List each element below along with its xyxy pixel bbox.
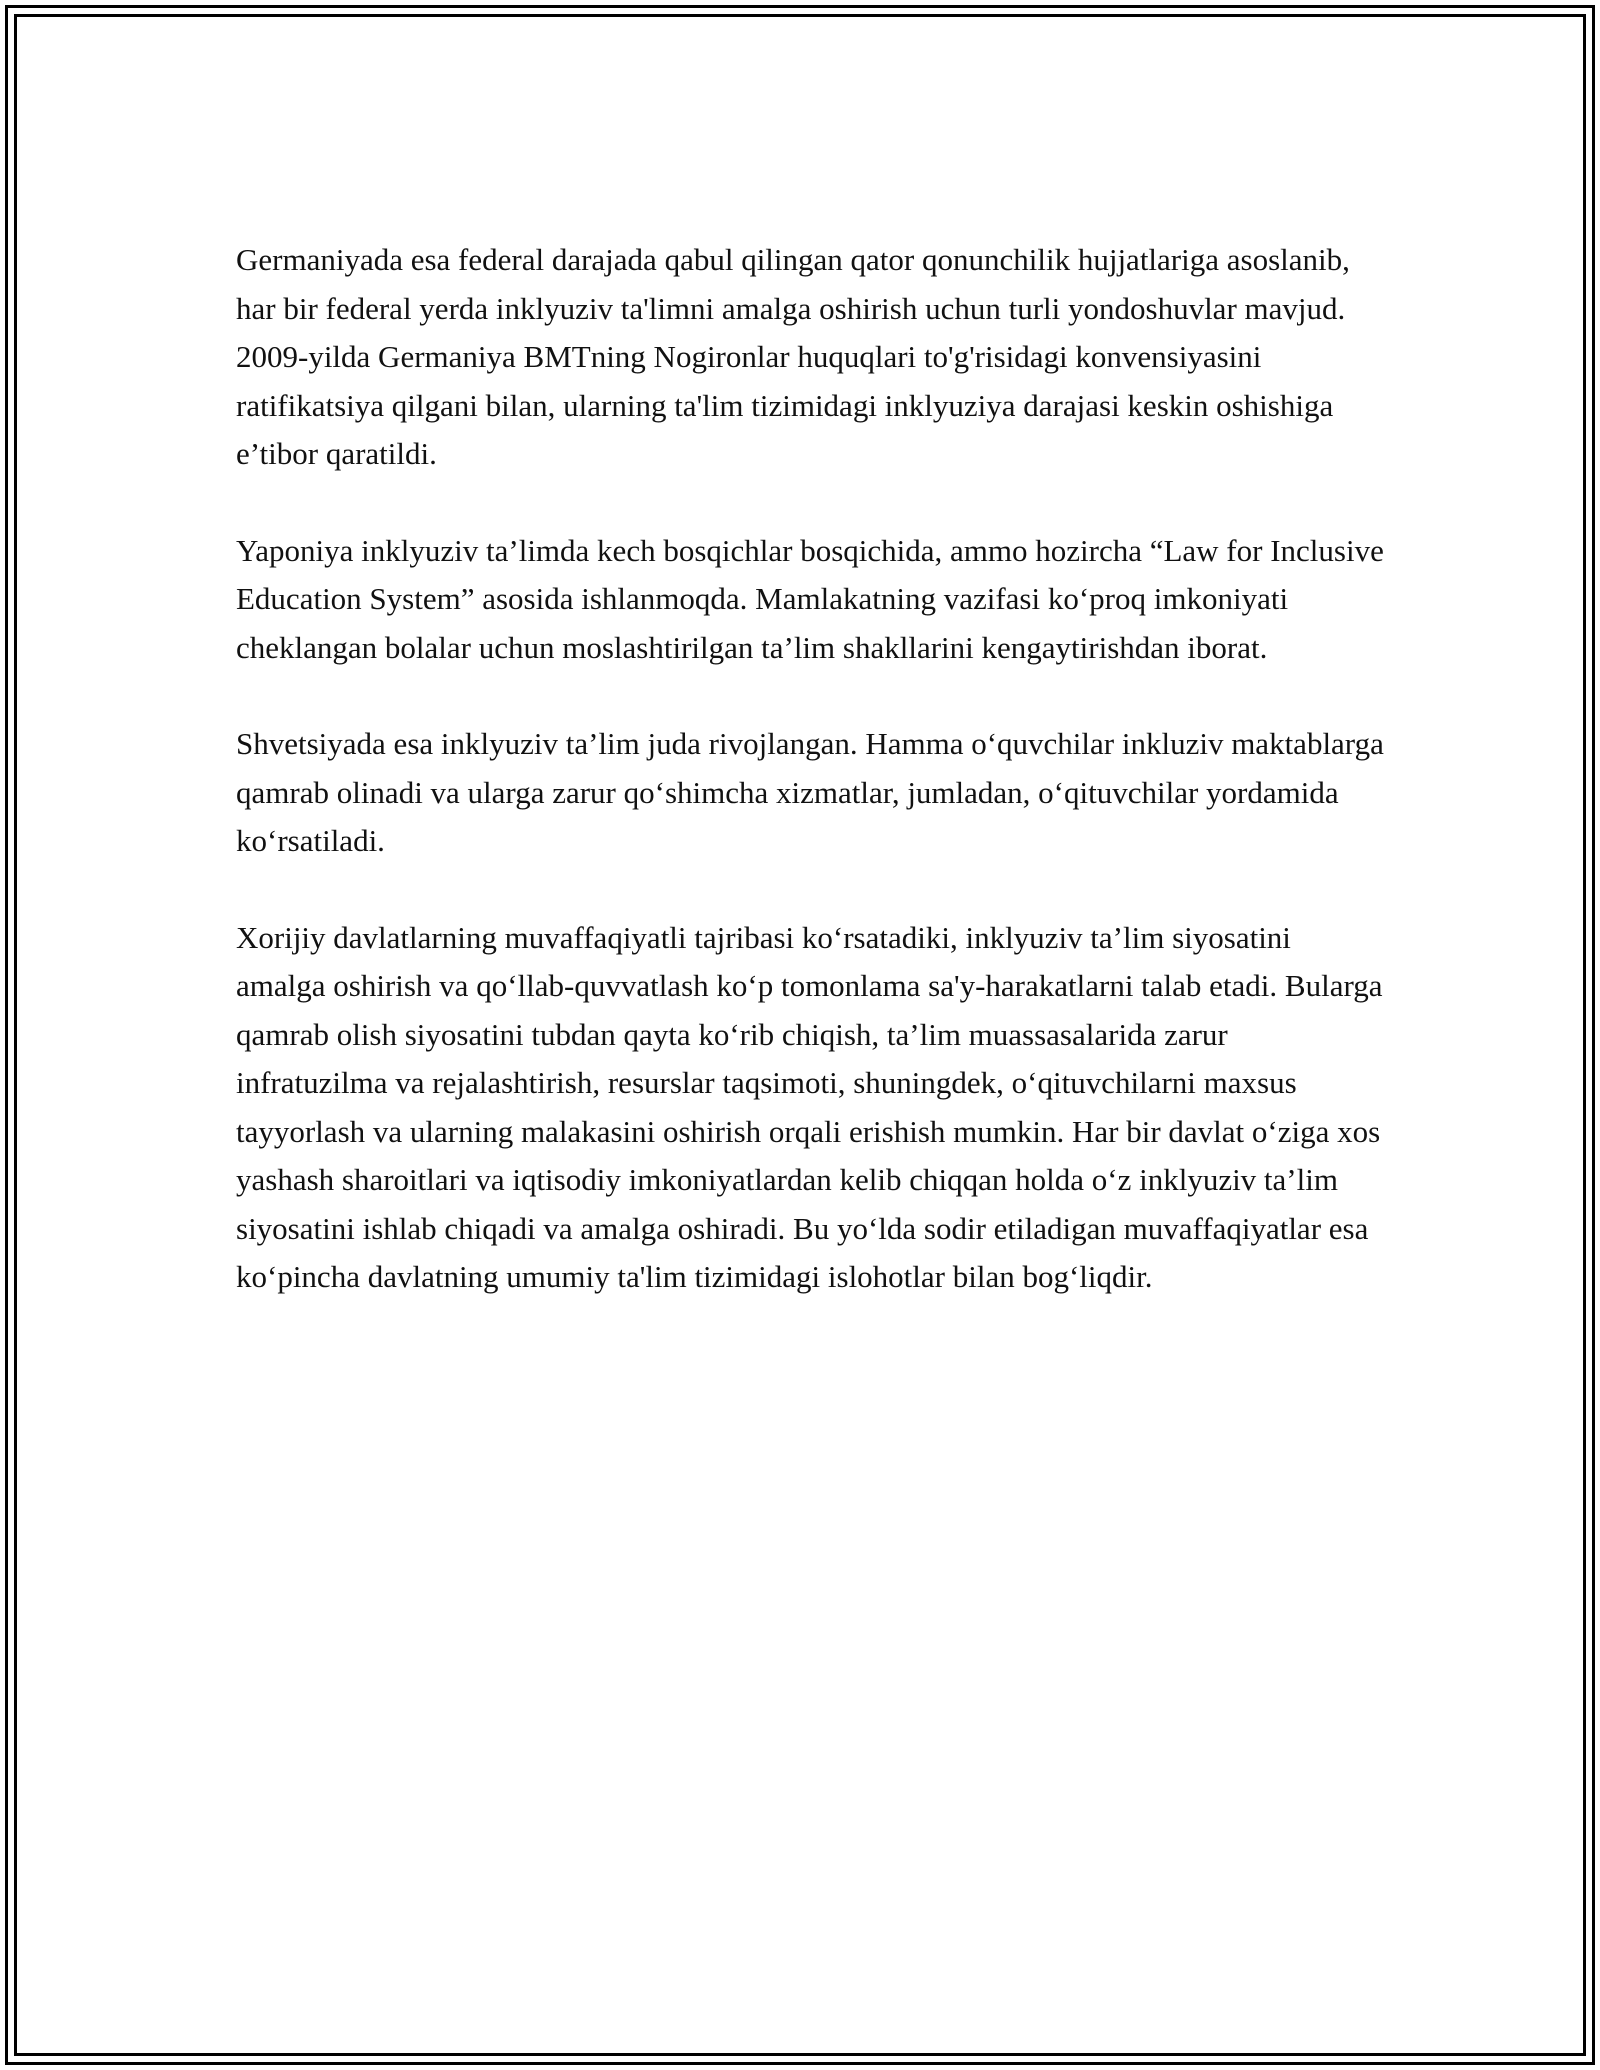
paragraph-japan: Yaponiya inklyuziv ta’limda kech bosqichlar bosqichida, ammo hozircha “Law for Inclusive Education System” asosida ishlanmoqda. Mamlakatning vazifasi ko‘proq imkoniyati cheklangan bolalar uchun moslashtirilgan ta’lim shakllarini kengaytirishdan iborat. [236, 532, 1384, 665]
document-body [236, 236, 1386, 1350]
paragraph-sweden: Shvetsiyada esa inklyuziv ta’lim juda rivojlangan. Hamma o‘quvchilar inkluziv maktablarga qamrab olinadi va ularga zarur qo‘shimcha xizmatlar, jumladan, o‘qituvchilar yordamida ko‘rsatiladi. [236, 726, 1384, 858]
paragraph-germany: Germaniyada esa federal darajada qabul qilingan qator qonunchilik hujjatlariga asoslanib, har bir federal yerda inklyuziv ta'limni amalga oshirish uchun turli yondoshuvlar mavjud. 2009-yilda Germaniya BMTning Nogironlar huquqlari to'g'risidagi konvensiyasini ratifikatsiya qilgani bilan, ularning ta'lim tizimidagi inklyuziya darajasi keskin oshishiga e’tibor qaratildi. [236, 242, 1350, 471]
paragraph-conclusion: Xorijiy davlatlarning muvaffaqiyatli tajribasi ko‘rsatadiki, inklyuziv ta’lim siyosatini amalga oshirish va qo‘llab-quvvatlash ko‘p tomonlama sa'y-harakatlarni talab etadi. Bularga qamrab olish siyosatini tubdan qayta ko‘rib chiqish, ta’lim muassasalarida zarur infratuzilma va rejalashtirish, resurslar taqsimoti, shuningdek, o‘qituvchilarni maxsus tayyorlash va ularning malakasini oshirish orqali erishish mumkin. Har bir davlat o‘ziga xos yashash sharoitlari va iqtisodiy imkoniyatlardan kelib chiqqan holda o‘z inklyuziv ta’lim siyosatini ishlab chiqadi va amalga oshiradi. Bu yo‘lda sodir etiladigan muvaffaqiyatlar esa ko‘pincha davlatning umumiy ta'lim tizimidagi islohotlar bilan bog‘liqdir. [236, 919, 1383, 1294]
